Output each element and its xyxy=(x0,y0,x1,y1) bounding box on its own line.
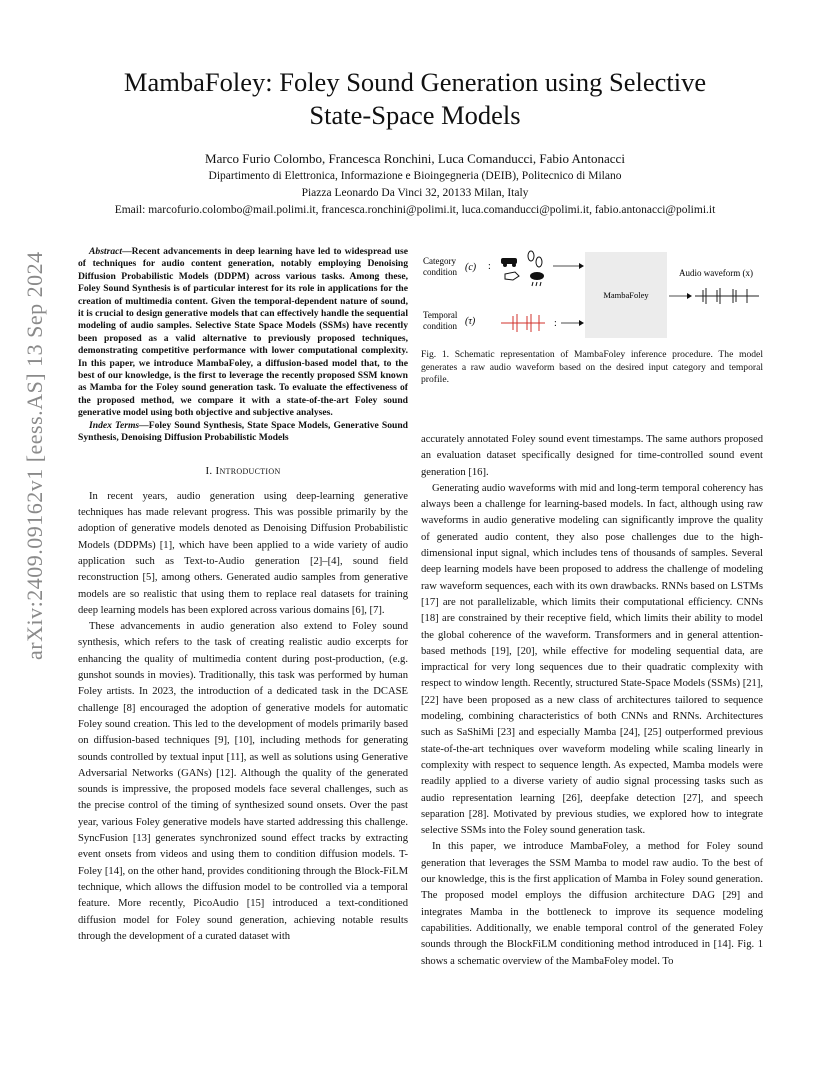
index-terms-label: Index Terms xyxy=(89,419,140,431)
mambafoley-label: MambaFoley xyxy=(603,290,649,300)
index-terms-text: —Foley Sound Synthesis, State Space Models, Generative Sound Synthesis, Denoising Diffusion Probabilistic Models xyxy=(78,419,408,444)
figure-diagram xyxy=(421,246,763,342)
rain-cloud-icon xyxy=(530,272,544,286)
intro-paragraph-1: In recent years, audio generation using deep-learning generative techniques has made relevant progress. This was possible primarily by the adoption of generative models denoted as Denoising Diffusion Probabilistic Models (DDPMs) [1], which have been applied to a wide variety of audio application such as Text-to-Audio generation [2]–[4], sound field reconstruction [5], among others. Generated audio samples from generative models are so realistic that using them to replace real datasets for training deep learning models has been explored across various domains [6], [7]. xyxy=(78,490,408,616)
right-paragraph-2: Generating audio waveforms with mid and long-term temporal coherency has always been a challenge for learning-based models. In fact, although using raw waveforms in audio generative modeling can significantly improve the quality of generated audio content, they also pose challenges due to the high-dimensional input signal, which includes tens of thousands of samples. Several deep learning models have been proposed to address the challenge of modeling raw waveform sequences, each with its own drawbacks. RNNs based on LSTMs [17] are not parallelizable, which limits their computational efficiency. CNNs [18] are constrained by their receptive field, which limits their ability to model the global coherence of the waveform. Transformers and in general attention-based methods [19], [20], while effective for modeling sequential data, are impractical for very long sequences due to their quadratic complexity with respect to window length. Recently, structured State-Space Models (SSMs) [21], [22] have been proposed as a new class of architectures tailored to sequence modeling, combining characteristics of both CNNs and RNNs. Architectures such as SaShiMi [23] and especially Mamba [24], [25] outperformed previous state-of-the-art techniques over waveform modeling while scaling linearly in complexity with respect to sequence length. As expected, Mamba models were readily applied to a diverse variety of audio signal processing tasks such as audio representation learning [26], deepfake detection [27], and speech separation [28]. Motivated by previous studies, we explored how to integrate selective SSMs into the Foley sound generation task. xyxy=(421,482,763,837)
category-label-1: Category xyxy=(423,256,456,266)
title-line-1: MambaFoley: Foley Sound Generation using Selective xyxy=(123,67,707,97)
temporal-label-2: condition xyxy=(423,321,457,331)
temporal-colon: : xyxy=(554,318,557,329)
section-heading xyxy=(78,463,408,479)
category-label-2: condition xyxy=(423,267,457,277)
left-column xyxy=(78,246,408,945)
abstract xyxy=(78,246,408,420)
right-column xyxy=(421,432,763,970)
output-label: Audio waveform (x) xyxy=(679,268,753,278)
affiliation-line-2: Piazza Leonardo Da Vinci 32, 20133 Milan, Italy xyxy=(301,187,529,199)
abstract-text: —Recent advancements in deep learning have led to widespread use of techniques for audio content generation, notably employing Denoising Diffusion Probabilistic Models (DDPM) across various tasks. Among these, Foley Sound Synthesis is of particular interest for its role in applications for the creation of multimedia content. Given the temporal-dependent nature of sound, it is crucial to design generative models that can effectively handle the sequential modeling of audio samples. Selective State Space Models (SSMs) have recently been proposed as a valid alternative to previously proposed techniques, demonstrating competitive performance with lower computational complexity. In this paper, we introduce MambaFoley, a diffusion-based model that, to the best of our knowledge, is the first to leverage the recently proposed SSM known as Mamba for the Foley sound generation task. To evaluate the effectiveness of the proposed method, we compare it with a state-of-the-art Foley sound generative model using both objective and subjective analyses. xyxy=(78,246,408,419)
section-number: I. xyxy=(205,464,213,477)
figure-caption: Fig. 1. Schematic representation of MambaFoley inference procedure. The model generates a raw audio waveform based on the desired input category and temporal profile. xyxy=(421,349,763,386)
dog-icon xyxy=(505,272,519,280)
right-paragraph-1: accurately annotated Foley sound event timestamps. The same authors proposed an evaluation dataset specifically designed for time-controlled sound event generation [16]. xyxy=(421,434,763,478)
authors: Marco Furio Colombo, Francesca Ronchini, Luca Comanducci, Fabio Antonacci xyxy=(205,151,625,166)
paper-title xyxy=(90,66,740,132)
temporal-label-1: Temporal xyxy=(423,310,458,320)
right-paragraph-3: In this paper, we introduce MambaFoley, a method for Foley sound generation that leverages the SSM Mamba to model raw audio. To the best of our knowledge, this is the first application of Mamba in Foley sound generation. The proposed model employs the diffusion architecture DAG [29] and integrates Mamba in the bottleneck to improve its sequence modeling capabilities. Additionally, we enable temporal control of the generated Foley sounds through the BlockFiLM conditioning method introduced in [14]. Fig. 1 shows a schematic overview of the MambaFoley model. To xyxy=(421,841,763,967)
title-line-2: State-Space Models xyxy=(309,100,521,130)
category-colon: : xyxy=(488,261,491,272)
index-terms xyxy=(78,420,408,445)
output-waveform xyxy=(695,288,759,304)
affiliation-line-1: Dipartimento di Elettronica, Informazione e Bioingegneria (DEIB), Politecnico di Milano xyxy=(208,170,622,182)
car-icon xyxy=(501,258,517,267)
temporal-symbol: (τ) xyxy=(465,316,476,327)
figure-1 xyxy=(421,246,763,342)
intro-paragraph-2: These advancements in audio generation also extend to Foley sound synthesis, which refers to the task of creating realistic audio excerpts for enhancing the quality of multimedia content during post-production, (e.g. gunshot sounds in movies). Traditionally, this task was performed by human Foley artists. In 2023, the introduction of a dedicated task in the DCASE challenge [8] encouraged the adoption of generative models for automatic Foley sound creation. This led to the development of models primarily based on diffusion-based techniques [9], [10], including methods for generating sounds controlled by textual input [11], as well as solutions using Generative Adversarial Networks (GANs) [12]. Although the quality of the generated sounds is impressive, the proposed models face several challenges, such as the precise control of the timing of synthesized sound onsets. Over the past year, various Foley generative models have started addressing this challenge. SyncFusion [13] generates synchronized sound effect tracks by extracting event onsets from videos and using them to condition diffusion models. T-Foley [14], on the other hand, provides conditioning through the Block-FiLM technique, which allows the diffusion model to be controlled via a temporal feature. More recently, PicoAudio [15] introduced a text-conditioned diffusion model for Foley sound generation, achieving notable results through the development of a curated dataset with xyxy=(78,621,408,942)
temporal-profile-waveform xyxy=(501,314,545,332)
affiliation xyxy=(90,168,740,219)
abstract-label: Abstract xyxy=(89,246,123,257)
footsteps-icon xyxy=(528,251,542,267)
arxiv-stamp: arXiv:2409.09162v1 [eess.AS] 13 Sep 2024 xyxy=(22,251,47,660)
section-title: Introduction xyxy=(215,464,281,477)
category-symbol: (c) xyxy=(465,262,477,273)
affiliation-emails: Email: marcofurio.colombo@mail.polimi.it, francesca.ronchini@polimi.it, luca.comanducci@polimi.it, fabio.antonacci@polimi.it xyxy=(114,204,716,216)
